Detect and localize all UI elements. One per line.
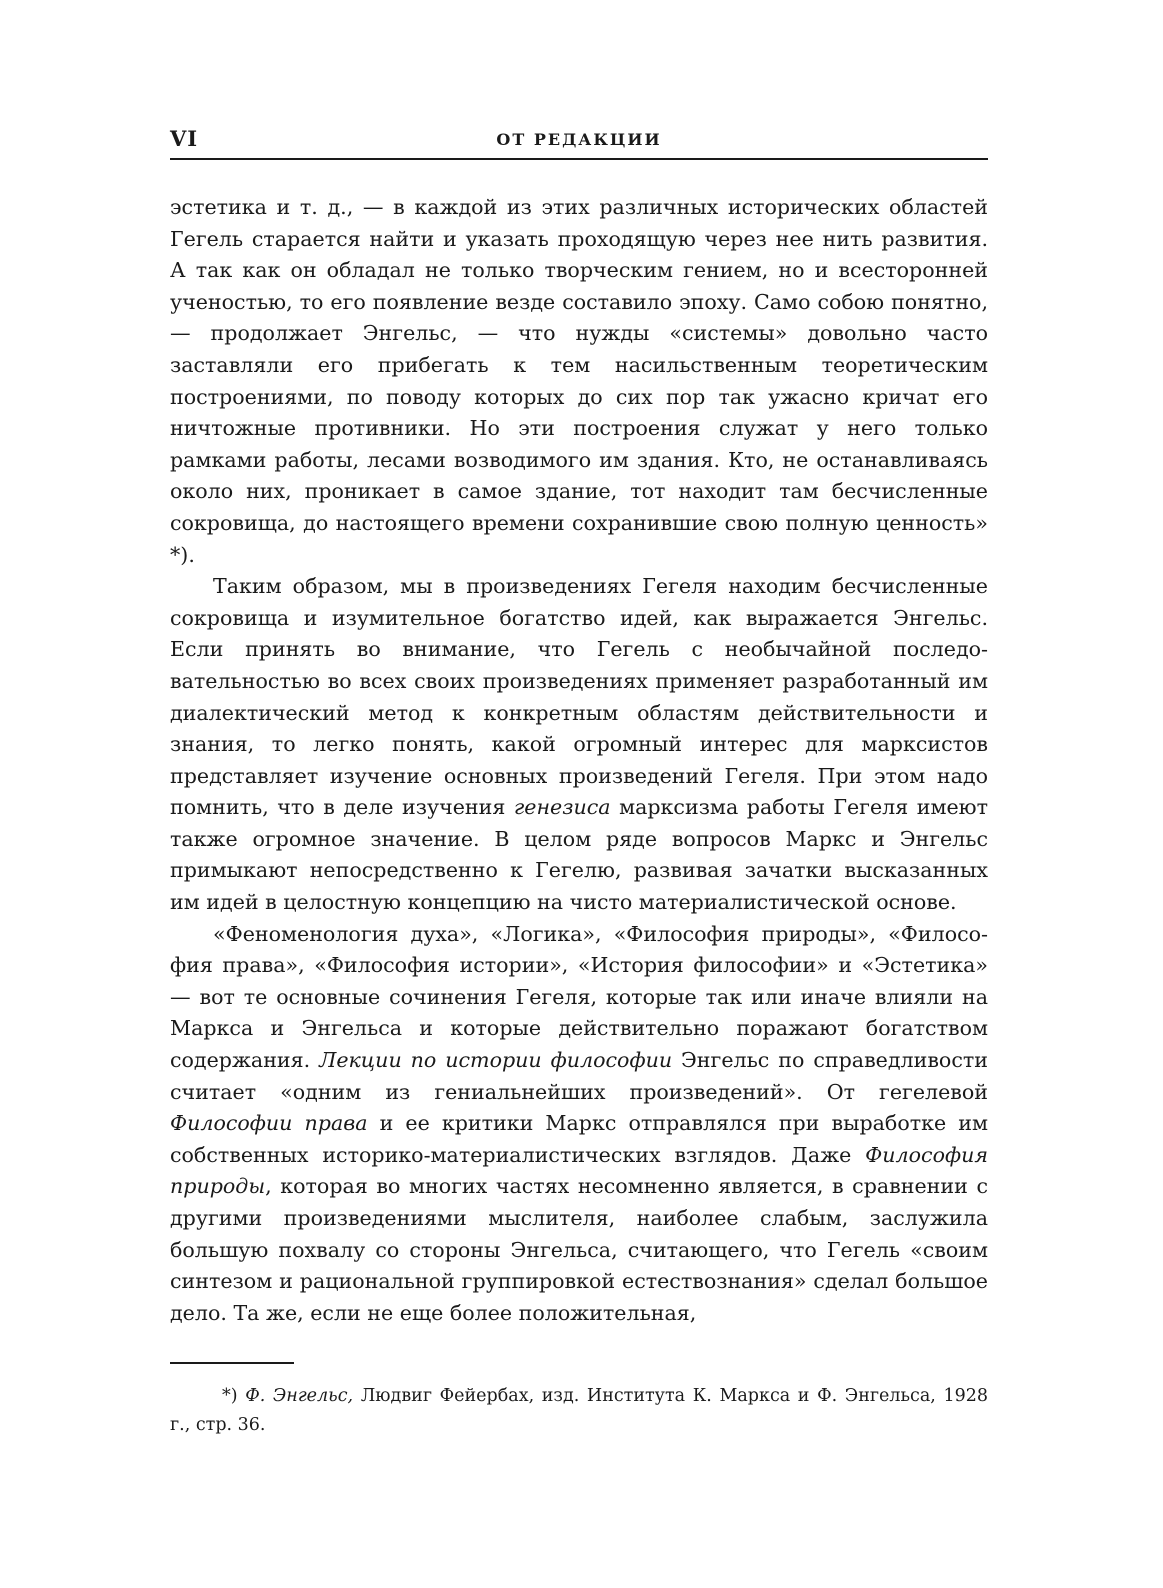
text-run: Энгельс по справедливости считает «одним из гениальнейших произведений». От гегелевой xyxy=(170,1048,988,1104)
paragraph xyxy=(170,919,988,1330)
italic-text: Лекции по истории философии xyxy=(319,1048,673,1073)
text-run: Людвиг Фейербах, изд. Института К. Маркса и Ф. Энгельса, 1928 г., стр. 36. xyxy=(170,1386,988,1435)
paragraph xyxy=(170,571,988,919)
italic-text: Философии права xyxy=(170,1111,368,1136)
page-header xyxy=(170,120,988,160)
text-run: Таким образом, мы в произведениях Гегеля находим бесчисленные сокровища и изумительное богатство идей, как выражается Энгельс. Если принять во внимание, что Гегель с необычайной последовательностью во всех своих произведениях применяет разработанный им диалектический метод к конкретным областям действительности и знания, то легко понять, какой огромный интерес для марксистов представляет изучение основных произведений Гегеля. При этом надо помнить, что в деле изучения xyxy=(170,574,988,820)
running-head: ОТ РЕДАКЦИИ xyxy=(496,130,662,149)
header-rule xyxy=(170,158,988,160)
page-number: VI xyxy=(170,126,199,151)
text-run: *) xyxy=(222,1386,246,1406)
italic-text: Философия природы xyxy=(170,1142,988,1199)
text-run: эстетика и т. д., — в каждой из этих различных исторических областей Гегель старается найти и указать проходящую через нее нить развития. А так как он обладал не только творческим гением, но и всесторонней ученостью, то его появление везде составило эпоху. Само собою понятно, — продолжает Энгельс, — что нужды «системы» довольно часто заставляли его прибегать к тем насильственным теоретическим построениями, по поводу которых до сих пор так ужасно кричат его ничтожные противники. Но эти построения служат у него только рамками работы, лесами возводимого им здания. Кто, не останавливаясь около них, проникает в самое здание, тот находит там бесчисленные сокровища, до настоящего времени сохранившие свою полную ценность» *). xyxy=(170,195,988,567)
text-run: и ее критики Маркс отправлялся при выработке им собственных историко-материалистических взглядов. Даже xyxy=(170,1111,988,1167)
footnote xyxy=(170,1382,988,1440)
text-run: «Феноменология духа», «Логика», «Философия природы», «Философия права», «Философия истории», «История философии» и «Эстетика» — вот те основные сочинения Гегеля, которые так или иначе влияли на Маркса и Энгельса и которые действительно поражают богатством содержания. xyxy=(170,921,988,1073)
text-run: марксизма работы Гегеля имеют также огромное значение. В целом ряде вопросов Маркс и Энгельс примыкают непосредственно к Гегелю, развивая зачатки высказанных им идей в целостную концепцию на чисто материалистической основе. xyxy=(170,795,988,915)
paragraph xyxy=(170,192,988,571)
text-run: , которая во многих частях несомненно является, в сравнении с другими произведениями мыслителя, наиболее слабым, заслужила большую похвалу со стороны Энгельса, считающего, что Гегель «своим синтезом и рациональной группировкой естествознания» сделал большое дело. Та же, если не еще более положительная, xyxy=(170,1174,988,1325)
italic-text: генезиса xyxy=(513,795,611,820)
body-text xyxy=(170,192,988,1329)
footnote-rule xyxy=(170,1362,294,1364)
italic-text: Ф. Энгельс, xyxy=(245,1386,354,1406)
